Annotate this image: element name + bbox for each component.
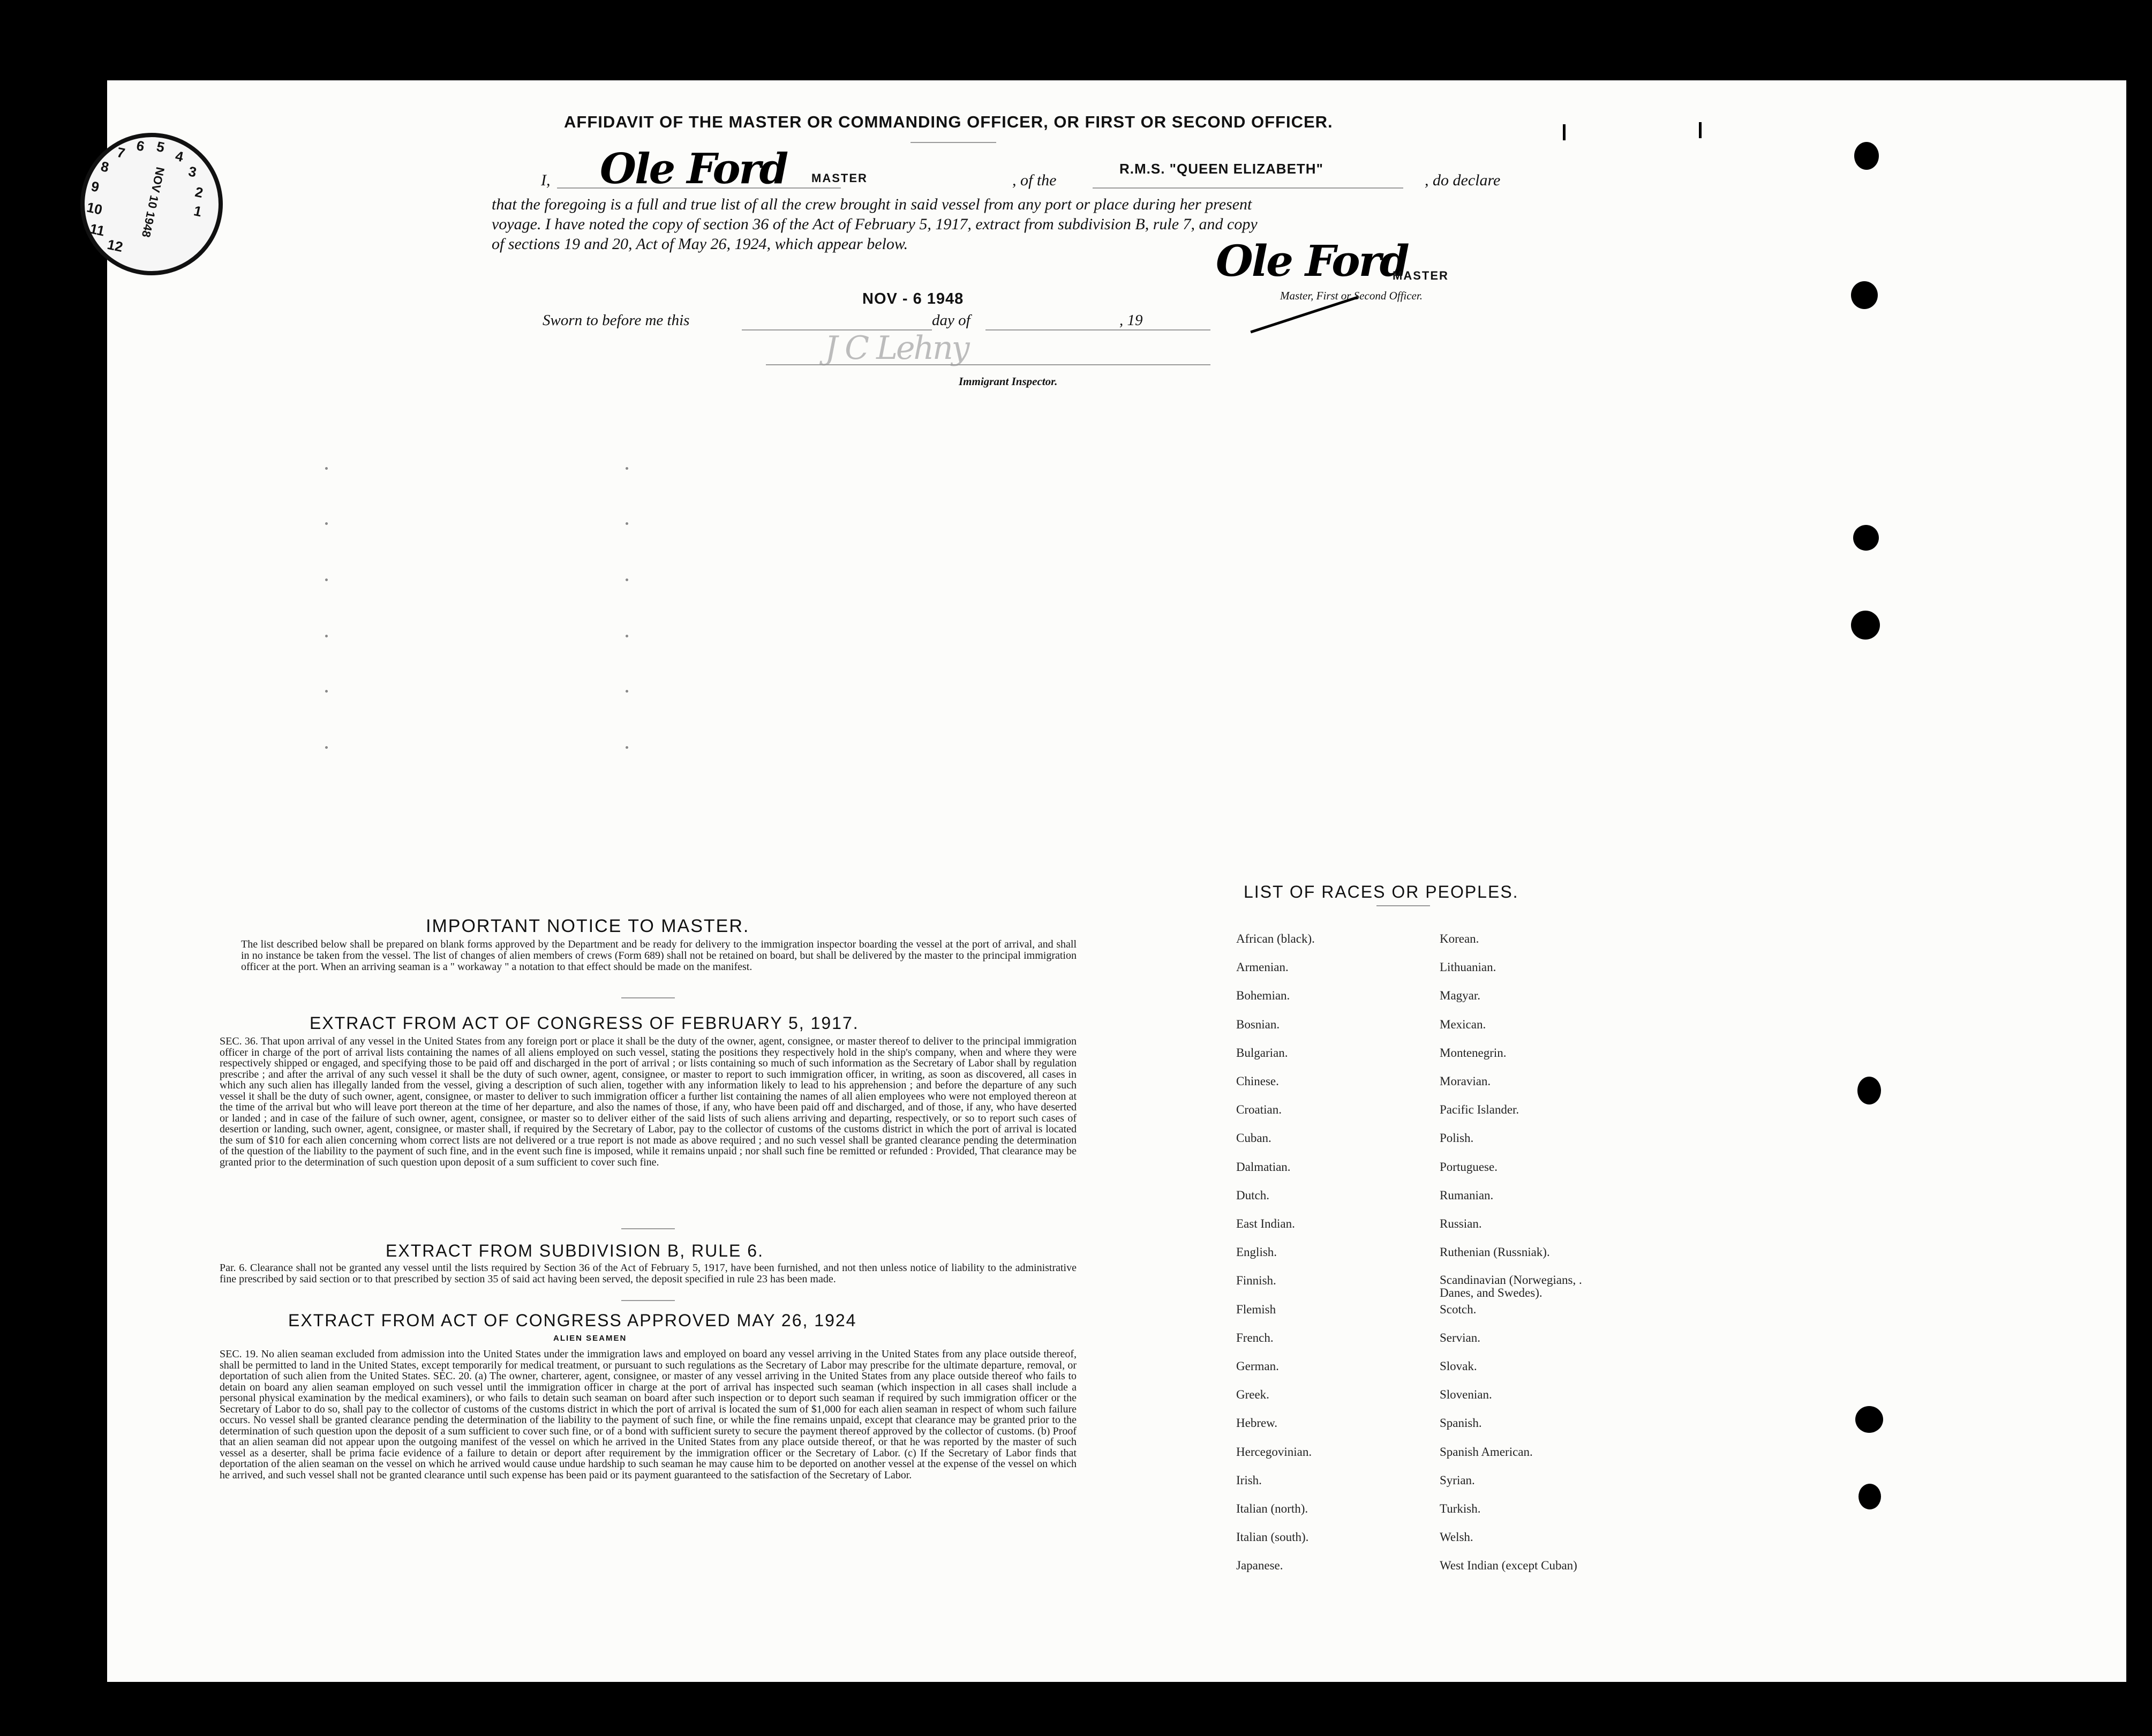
declaration-line-4: of sections 19 and 20, Act of May 26, 1924, which appear below. <box>492 235 908 253</box>
race-item: Mexican. <box>1440 1017 1486 1031</box>
race-item: Moravian. <box>1440 1074 1491 1088</box>
binder-hole <box>1851 611 1880 640</box>
race-item: Montenegrin. <box>1440 1046 1507 1059</box>
year-prefix: , 19 <box>1119 312 1143 329</box>
inspector-caption: Immigrant Inspector. <box>959 375 1058 388</box>
stamp-digit: 4 <box>174 147 185 166</box>
race-item: Italian (north). <box>1236 1502 1308 1515</box>
race-item: English. <box>1236 1245 1277 1259</box>
race-item: Chinese. <box>1236 1074 1279 1088</box>
stamp-digit: 11 <box>88 220 107 239</box>
race-item: Dutch. <box>1236 1188 1269 1202</box>
race-item: Flemish <box>1236 1302 1276 1316</box>
binder-hole <box>1853 525 1879 551</box>
race-item: Servian. <box>1440 1331 1481 1344</box>
race-item: West Indian (except Cuban) <box>1440 1559 1577 1573</box>
race-item: Turkish. <box>1440 1502 1481 1515</box>
stamp-digit: 2 <box>193 183 205 201</box>
subdivision-b-rule <box>621 1300 675 1301</box>
extract-1924-title: EXTRACT FROM ACT OF CONGRESS APPROVED MAY 26, 1924 <box>288 1311 857 1330</box>
race-item: East Indian. <box>1236 1217 1295 1230</box>
master-signature: Ole Ford <box>600 145 787 193</box>
binder-hole <box>1857 1077 1881 1104</box>
race-item: Slovak. <box>1440 1359 1477 1373</box>
row-dot <box>626 467 628 470</box>
race-item: Italian (south). <box>1236 1530 1309 1544</box>
master-signature-2: Ole Ford <box>1216 236 1408 286</box>
officer-caption: Master, First or Second Officer. <box>1280 289 1423 302</box>
of-the-text: , of the <box>1012 171 1057 189</box>
month-line <box>985 329 1210 330</box>
race-item: Japanese. <box>1236 1559 1283 1573</box>
race-item: Cuban. <box>1236 1131 1271 1145</box>
race-item: Russian. <box>1440 1217 1482 1230</box>
form-sheet <box>107 80 2126 1682</box>
race-item: Scotch. <box>1440 1302 1477 1316</box>
subdivision-b-body: Par. 6. Clearance shall not be granted any vessel until the lists required by Section 36 of the Act of February 5, 1917, have been furnished, and not then unless notice of liability to the administrative fine prescribed by said section or to that prescribed by section 35 of said act having been served, the deposit specified in rule 23 has been made. <box>220 1262 1077 1285</box>
inspector-signature: J C Lehny <box>825 329 968 367</box>
race-item: Irish. <box>1236 1473 1262 1487</box>
race-item: Scandinavian (Norwegians, . Danes, and Swedes). <box>1440 1273 1582 1300</box>
stamp-digit: 5 <box>155 138 167 156</box>
notice-body: The list described below shall be prepared on blank forms approved by the Department and be ready for delivery to the immigration inspector boarding the vessel at the port of arrival, and shall in no instance be taken from the vessel. The list of changes of alien members of crews (Form 689) shall not be retained on board, but shall be delivered by the master to the principal immigration officer at the port. When an arriving seaman is a " workaway " a notation to that effect should be made on the manifest. <box>241 938 1077 973</box>
race-item: Spanish American. <box>1440 1445 1533 1459</box>
master-stamp: MASTER <box>811 171 868 185</box>
row-dot <box>325 522 328 525</box>
subdivision-b-title: EXTRACT FROM SUBDIVISION B, RULE 6. <box>386 1241 764 1260</box>
vessel-line <box>1093 187 1403 189</box>
race-item: Armenian. <box>1236 960 1289 974</box>
race-item: Magyar. <box>1440 989 1481 1003</box>
vessel-name: R.M.S. "QUEEN ELIZABETH" <box>1119 161 1323 177</box>
row-dot <box>626 690 628 693</box>
sworn-text: Sworn to before me this <box>543 312 690 329</box>
race-item: Rumanian. <box>1440 1188 1494 1202</box>
race-item: African (black). <box>1236 932 1315 945</box>
title-rule <box>911 142 996 143</box>
row-dot <box>626 635 628 637</box>
binder-hole <box>1854 142 1879 170</box>
race-item: Dalmatian. <box>1236 1160 1291 1174</box>
race-item: Welsh. <box>1440 1530 1473 1544</box>
race-item: Finnish. <box>1236 1274 1276 1288</box>
race-item: Greek. <box>1236 1388 1269 1402</box>
race-item: Polish. <box>1440 1131 1474 1145</box>
race-item: Bohemian. <box>1236 989 1290 1003</box>
declaration-line-2: that the foregoing is a full and true list of all the crew brought in said vessel from any port or place during her present <box>492 196 1252 213</box>
race-item: Hercegovinian. <box>1236 1445 1312 1459</box>
stamp-digit: 10 <box>85 199 104 218</box>
declaration-line-3: voyage. I have noted the copy of section 36 of the Act of February 5, 1917, extract from subdivision B, rule 7, and copy <box>492 215 1258 233</box>
date-stamp: NOV - 6 1948 <box>862 290 964 307</box>
races-rule <box>1376 905 1430 906</box>
notice-title: IMPORTANT NOTICE TO MASTER. <box>426 916 750 936</box>
row-dot <box>626 522 628 525</box>
stamp-digit: 3 <box>187 163 198 181</box>
stamp-digit: 8 <box>99 158 111 176</box>
race-item: Spanish. <box>1440 1416 1482 1430</box>
row-dot <box>325 746 328 749</box>
margin-mark <box>1563 124 1566 140</box>
race-item: Syrian. <box>1440 1473 1475 1487</box>
extract-1924-body: SEC. 19. No alien seaman excluded from admission into the United States under the immigration laws and employed on board any vessel arriving in the United States from any place outside thereof, shall be permitted to land in the United States, except temporarily for medical treatment, or pursuant to such regulations as the Secretary of Labor may prescribe for the ultimate departure, removal, or deportation of such alien from the United States. SEC. 20. (a) The owner, charterer, agent, consignee, or master of any vessel arriving in the United States from any place outside thereof who fails to detain on board any alien seaman employed on such vessel until the immigration officer in charge at the port of arrival has inspected such seaman (which inspection in all cases shall include a personal physical examination by the medical examiners), or who fails to detain such seaman on board after such inspection or to deport such seaman if required by such immigration officer or the Secretary of Labor to do so, shall pay to the collector of customs of the customs district in which the port of arrival is located the sum of $1,000 for each alien seaman in respect of whom such failure occurs. No vessel shall be granted clearance pending the determination of the liability to the payment of such fine, or while the fine remains unpaid, except that clearance may be granted prior to the determination of such question upon the deposit of a sum sufficient to cover such fine, or of a bond with sufficient surety to secure the payment thereof approved by the collector of customs. (b) Proof that an alien seaman did not appear upon the outgoing manifest of the vessel on which he arrived in the United States from any place outside thereof, or that he was reported by the master of such vessel as a deserter, shall be prima facie evidence of a failure to detain or deport after requirement by the immigration officer or the Secretary of Labor. (c) If the Secretary of Labor finds that deportation of the alien seaman on the vessel on which he arrived would cause undue hardship to such seaman he may cause him to be deported on another vessel at the expense of the vessel on which he arrived, and such vessel shall not be granted clearance until such expense has been paid or its payment guaranteed to the satisfaction of the Secretary of Labor. <box>220 1348 1077 1481</box>
race-item: Korean. <box>1440 932 1479 945</box>
race-item: Hebrew. <box>1236 1416 1278 1430</box>
extract-1924-subtitle: ALIEN SEAMEN <box>553 1334 627 1343</box>
row-dot <box>325 690 328 693</box>
inspector-line <box>766 364 1210 365</box>
row-dot <box>626 578 628 581</box>
row-dot <box>325 467 328 470</box>
stamp-digit: 1 <box>192 202 204 220</box>
master-stamp-2: MASTER <box>1393 269 1449 282</box>
stamp-date: NOV 10 1948 <box>139 166 168 239</box>
race-item: German. <box>1236 1359 1279 1373</box>
race-item: Ruthenian (Russniak). <box>1440 1245 1550 1259</box>
stamp-digit: 12 <box>106 236 125 255</box>
race-item: French. <box>1236 1331 1274 1344</box>
extract-1917-body: SEC. 36. That upon arrival of any vessel in the United States from any foreign port or place it shall be the duty of the owner, agent, consignee, or master thereof to deliver to the principal immigration officer in charge of the port of arrival lists containing the names of all aliens employed on such vessel, stating the positions they respectively hold in the ship's company, when and where they were respectively shipped or engaged, and specifying those to be paid off and discharged in the port of arrival ; or lists containing so much of such information as the Secretary of Labor shall by regulation prescribe ; and after the arrival of any such vessel it shall be the duty of such owner, agent, consignee, or master to report to such immigration officer, in writing, as soon as discovered, all cases in which any such alien has illegally landed from the vessel, giving a description of such alien, together with any information likely to lead to his apprehension ; and before the departure of any such vessel it shall be the duty of such owner, agent, consignee, or master to deliver to such immigration officer a further list containing the names of all alien employees who were not employed thereon at the time of the arrival but who will leave port thereon at the time of her departure, and also the names of those, if any, who have been paid off and discharged, and of those, if any, who have deserted or landed ; and in case of the failure of such owner, agent, consignee, or master so to deliver either of the said lists of such aliens arriving and departing, respectively, or so to report such cases of desertion or landing, such owner, agent, consignee, or master shall, if required by the Secretary of Labor, pay to the collector of customs of the customs district in which the port of arrival is located the sum of $10 for each alien concerning whom correct lists are not delivered or a true report is not made as above required ; and no such vessel shall be granted clearance pending the determination of the question of the liability to the payment of such fine, and in the event such fine is imposed, while it remains unpaid ; nor shall such fine be remitted or refunded : Provided, That clearance may be granted prior to the determination of such question upon deposit of a sum sufficient to cover such fine. <box>220 1035 1077 1168</box>
race-item: Bosnian. <box>1236 1017 1280 1031</box>
extract-1917-rule <box>621 1228 675 1229</box>
race-item: Portuguese. <box>1440 1160 1498 1174</box>
affidavit-title: AFFIDAVIT OF THE MASTER OR COMMANDING OFFICER, OR FIRST OR SECOND OFFICER. <box>564 112 1333 131</box>
race-item: Bulgarian. <box>1236 1046 1288 1059</box>
affidavit-i: I, <box>541 171 551 189</box>
margin-mark <box>1699 122 1702 138</box>
race-item: Pacific Islander. <box>1440 1103 1519 1117</box>
race-item: Slovenian. <box>1440 1388 1492 1402</box>
extract-1917-title: EXTRACT FROM ACT OF CONGRESS OF FEBRUARY 5, 1917. <box>310 1013 859 1033</box>
binder-hole <box>1858 1484 1881 1509</box>
race-item: Lithuanian. <box>1440 960 1496 974</box>
do-declare-text: , do declare <box>1425 171 1501 189</box>
row-dot <box>626 746 628 749</box>
notice-rule <box>621 997 675 998</box>
race-item: Croatian. <box>1236 1103 1282 1117</box>
stamp-digit: 6 <box>135 137 146 155</box>
stamp-digit: 7 <box>115 144 127 162</box>
row-dot <box>325 635 328 637</box>
races-title: LIST OF RACES OR PEOPLES. <box>1244 882 1519 901</box>
binder-hole <box>1855 1406 1883 1433</box>
binder-hole <box>1851 281 1878 309</box>
stamp-digit: 9 <box>89 178 101 196</box>
row-dot <box>325 578 328 581</box>
day-of-text: day of <box>932 312 970 329</box>
